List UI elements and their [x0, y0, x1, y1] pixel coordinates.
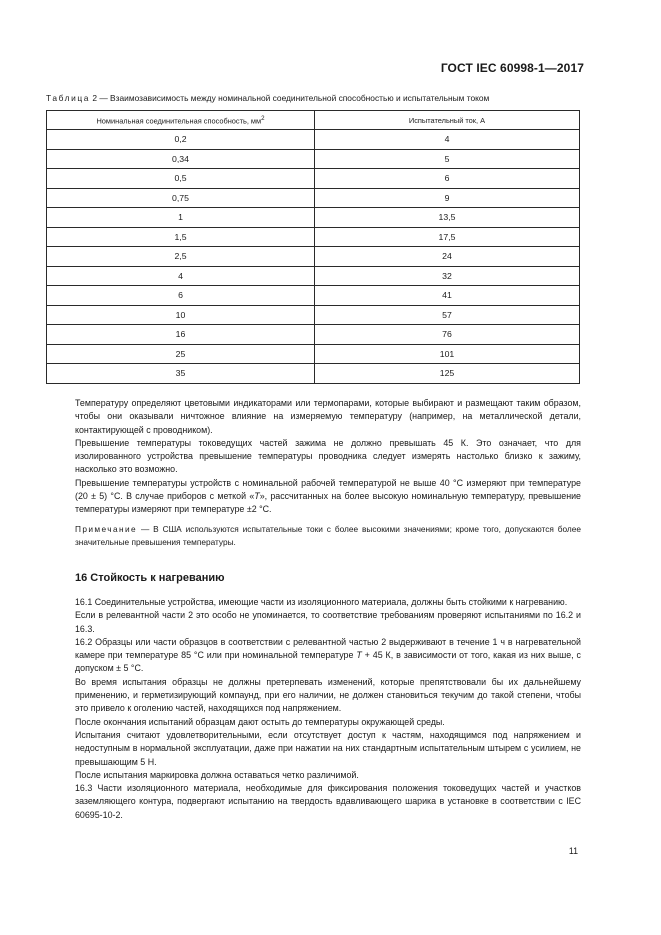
superscript-2: 2: [261, 114, 265, 122]
cell-capacity: 0,5: [47, 169, 315, 189]
cell-capacity: 35: [47, 364, 315, 384]
body-text-block: [75, 397, 581, 549]
cell-current: 101: [315, 344, 580, 364]
table-row: [47, 208, 580, 228]
cell-current: 76: [315, 325, 580, 345]
table-caption-label: Таблица: [46, 93, 91, 103]
table-row: [47, 149, 580, 169]
cell-current: 32: [315, 266, 580, 286]
cell-capacity: 2,5: [47, 247, 315, 267]
cell-capacity: 25: [47, 344, 315, 364]
cell-capacity: 1,5: [47, 227, 315, 247]
note-text: — В США используются испытательные токи с более высокими значениями; кроме того, допускаются более значительные превышения температуры.: [75, 523, 581, 547]
cell-current: 125: [315, 364, 580, 384]
clause-16-2-criteria: Испытания считают удовлетворительными, если отсутствует доступ к частям, находящимся под напряжением и недоступным в нормальной эксплуатации, даже при нажатии на них стандартным испытательным штырем с усилием, не превышающим 5 Н.: [75, 729, 581, 767]
clause-16-1-verification: Если в релевантной части 2 это особо не упоминается, то соответствие требованиям проверяют испытаниями по 16.2 и 16.3.: [75, 610, 581, 634]
table-row: [47, 286, 580, 306]
cell-current: 6: [315, 169, 580, 189]
cell-current: 9: [315, 188, 580, 208]
cell-current: 57: [315, 305, 580, 325]
cell-capacity: 0,2: [47, 130, 315, 150]
cell-current: 41: [315, 286, 580, 306]
cell-current: 17,5: [315, 227, 580, 247]
table-caption-text: 2 — Взаимозависимость между номинальной соединительной способностью и испытательным током: [90, 93, 490, 103]
cell-current: 24: [315, 247, 580, 267]
cell-capacity: 1: [47, 208, 315, 228]
cell-capacity: 0,34: [47, 149, 315, 169]
table-row: [47, 305, 580, 325]
paragraph-rated-temperature: Превышение температуры устройств с номинальной рабочей температурой не выше 40 °С измеряют при температуре (20 ± 5) °С. В случае приборов с меткой «Т», рассчитанных на более высокую номинальную температуру, превышение температуры измеряют при температуре ±2 °С.: [75, 477, 581, 515]
clause-16-3: 16.3 Части изоляционного материала, необходимые для фиксирования положения токоведущих частей и участков заземляющего контура, подвергают испытанию на твердость вдавливающего шарика в установке в соответствии с IEC 60695-10-2.: [75, 783, 581, 820]
cell-current: 5: [315, 149, 580, 169]
table-row: [47, 325, 580, 345]
clause-16-1: 16.1 Соединительные устройства, имеющие части из изоляционного материала, должны быть стойкими к нагреванию.: [75, 597, 568, 607]
table-header-row: [47, 111, 580, 130]
clause-16-2-marking: После испытания маркировка должна оставаться четко различимой.: [75, 769, 359, 780]
cell-capacity: 16: [47, 325, 315, 345]
test-current-table: [46, 110, 580, 384]
table-row: [47, 247, 580, 267]
page-number: 11: [568, 846, 578, 856]
standard-designation: ГОСТ IEC 60998-1—2017: [440, 61, 584, 75]
table-row: [47, 344, 580, 364]
cell-capacity: 4: [47, 266, 315, 286]
cell-capacity: 0,75: [47, 188, 315, 208]
clause-16-2: 16.2 Образцы или части образцов в соответствии с релевантной частью 2 выдерживают в течение 1 ч в нагревательной камере при температуре 85 °С или при номинальной температуре Т + 45 К, в зависимости от того, какая из них выше, с допуском ± 5 °С.: [75, 636, 581, 674]
section-heading: 16 Стойкость к нагреванию: [75, 572, 225, 584]
table-caption: [46, 93, 489, 103]
clause-16-2-cooling: После окончания испытаний образцам дают остыть до температуры окружающей среды.: [75, 716, 445, 727]
paragraph-temperature-measurement: Температуру определяют цветовыми индикаторами или термопарами, которые выбирают и размещают таким образом, чтобы они оказывали ничтожное влияние на измеряемую температуру (например, на металлической детали, контактирующей с проводником).: [75, 398, 581, 435]
table-row: [47, 188, 580, 208]
column-header-capacity: Номинальная соединительная способность, $мм^2$: [47, 111, 315, 130]
cell-current: 13,5: [315, 208, 580, 228]
table-row: [47, 364, 580, 384]
paragraph-temperature-rise: Превышение температуры токоведущих частей зажима не должно превышать 45 К. Это означает, что для изолированного устройства превышение температуры проводника следует измерять настолько близко к зажиму, насколько это возможно.: [75, 437, 581, 475]
table-row: [47, 130, 580, 150]
cell-capacity: 6: [47, 286, 315, 306]
table-row: [47, 169, 580, 189]
cell-current: 4: [315, 130, 580, 150]
table-row: [47, 227, 580, 247]
clause-16-2-requirements: Во время испытания образцы не должны претерпевать изменений, которые препятствовали бы их дальнейшему применению, и герметизирующий компаунд, при его наличии, не должен становиться текучим до такой степени, чтобы это привело к оголению частей, находящихся под напряжением.: [75, 676, 581, 714]
column-header-current: Испытательный ток, А: [315, 111, 580, 130]
note-label: Примечание: [75, 523, 138, 534]
note: [75, 523, 581, 549]
cell-capacity: 10: [47, 305, 315, 325]
section-text-block: [75, 596, 581, 822]
table-row: [47, 266, 580, 286]
